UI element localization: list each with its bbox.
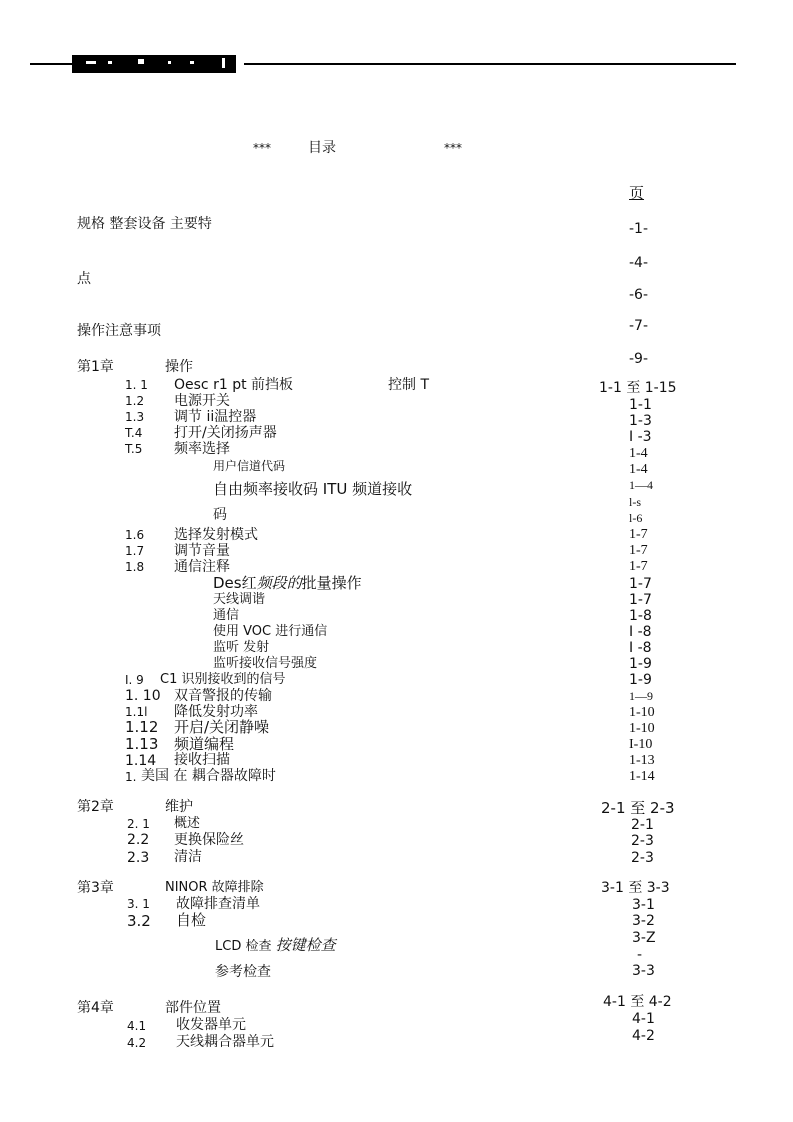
subsection-label: 自由频率接收码 ITU 频道接收: [213, 480, 413, 498]
toc-page: -9-: [629, 351, 649, 367]
chapter-number: 第2章: [77, 799, 114, 815]
toc-label: 点: [77, 271, 91, 287]
subsection-label: Des红频段的批量操作: [213, 574, 362, 592]
section-page: 4-2: [632, 1028, 655, 1044]
section-page: 1-13: [629, 753, 655, 768]
section-page: l-s: [629, 495, 641, 509]
section-number: 1.: [125, 770, 137, 784]
section-number: 1.3: [125, 410, 145, 424]
section-page: 1-9: [629, 656, 652, 672]
section-page: 3-3: [632, 963, 655, 979]
section-page: 1-9: [629, 672, 652, 688]
section-label: 更换保险丝: [174, 832, 244, 848]
header-mark: [168, 61, 171, 64]
section-number: 1.1l: [125, 705, 148, 719]
section-label: 双音警报的传输: [174, 688, 272, 704]
section-number: 4.1: [127, 1019, 147, 1033]
section-label: 通信注释: [174, 559, 230, 575]
section-number: 2.3: [127, 850, 150, 866]
section-page: 1-14: [629, 769, 655, 784]
section-number: 4.2: [127, 1036, 147, 1050]
section-label: 天线耦合器单元: [176, 1034, 274, 1050]
subsection-label: 监听接收信号强度: [213, 656, 318, 671]
header-tab: [72, 55, 236, 73]
chapter-page-range: 4-1 至 4-2: [603, 994, 672, 1010]
section-page: I -8: [629, 640, 652, 656]
section-number: 1.14: [125, 753, 157, 769]
section-page: I -8: [629, 624, 652, 640]
section-label-extra: 控制 T: [388, 377, 430, 393]
title-stars-left: ***: [253, 141, 271, 155]
subsection-label: 参考检查: [215, 964, 271, 980]
section-page: 1-7: [629, 543, 648, 558]
section-number: 2. 1: [127, 817, 150, 831]
section-number: 1.13: [125, 735, 159, 753]
section-label: 故障排查清单: [176, 896, 260, 912]
section-page: 1-8: [629, 608, 652, 624]
section-number: 2.2: [127, 832, 150, 848]
title-stars-right: ***: [444, 141, 462, 155]
chapter-number: 第4章: [77, 1000, 114, 1016]
section-label: 美国 在 耦合器故障时: [141, 768, 276, 784]
header-mark: [138, 59, 144, 64]
chapter-title: 操作: [165, 359, 193, 375]
section-page: -: [637, 947, 643, 963]
section-label: 频率选择: [174, 441, 230, 457]
chapter-number: 第1章: [77, 359, 114, 375]
subsection-label: 监听 发射: [213, 640, 270, 655]
subsection-label: 通信: [213, 608, 240, 623]
section-page: 1-1: [629, 397, 652, 413]
section-page: 1-7: [629, 527, 648, 542]
section-page: 3-1: [632, 897, 655, 913]
section-page: 1-3: [629, 413, 652, 429]
section-number: T.5: [125, 442, 143, 456]
section-number: T.4: [125, 426, 143, 440]
toc-page: -6-: [629, 287, 649, 303]
section-page: 1-7: [629, 592, 652, 608]
section-page: 1-7: [629, 576, 652, 592]
section-page: 1—4: [629, 478, 653, 492]
section-label: 调节 ii温控器: [174, 409, 257, 425]
section-number: 3.2: [127, 912, 151, 930]
subsection-label: LCD 检查 按键检查: [215, 936, 336, 954]
section-number: 1. 10: [125, 688, 161, 704]
section-label: 频道编程: [174, 735, 235, 753]
subsection-label: 使用 VOC 进行通信: [213, 624, 328, 639]
section-page: I-10: [629, 737, 653, 752]
chapter-title: 部件位置: [165, 1000, 221, 1016]
section-page: 1-10: [629, 721, 655, 736]
chapter-title: NINOR 故障排除: [165, 880, 264, 895]
section-number: 1. 1: [125, 378, 148, 392]
chapter-page-range: 1-1 至 1-15: [599, 380, 677, 396]
section-page: 3-Z: [632, 930, 656, 946]
section-page: 2-3: [631, 850, 654, 866]
header-mark: [86, 61, 96, 64]
section-page: 2-3: [631, 833, 654, 849]
section-page: 1-4: [629, 446, 648, 461]
section-page: I -3: [629, 429, 652, 445]
section-label: 降低发射功率: [174, 704, 258, 720]
header-rule-left: [30, 63, 72, 65]
section-label: 调节音量: [174, 543, 230, 559]
chapter-number: 第3章: [77, 880, 114, 896]
header-mark: [108, 61, 112, 64]
header-mark: [190, 61, 194, 64]
section-label: 清洁: [174, 849, 202, 865]
toc-page: -4-: [629, 255, 649, 271]
header-rule-right: [244, 63, 736, 65]
chapter-page-range: 2-1 至 2-3: [601, 799, 675, 817]
section-label: 自检: [176, 911, 207, 929]
section-number: 1.6: [125, 528, 145, 542]
section-number: 1.7: [125, 544, 145, 558]
section-label: 电源开关: [174, 393, 230, 409]
section-page: 2-1: [631, 817, 654, 833]
chapter-page-range: 3-1 至 3-3: [601, 880, 670, 896]
chapter-title: 维护: [165, 799, 193, 815]
section-page: 1—9: [629, 689, 653, 703]
section-page: 4-1: [632, 1011, 655, 1027]
subsection-label: 用户信道代码: [213, 459, 286, 473]
page-title: 目录: [308, 140, 336, 156]
toc-page: -1-: [629, 221, 649, 237]
section-page: l-6: [629, 511, 643, 525]
section-label: 选择发射模式: [174, 527, 258, 543]
toc-label: 操作注意事项: [77, 323, 161, 339]
section-page: 1-4: [629, 462, 648, 477]
section-page: 1-10: [629, 705, 655, 720]
section-label: 接收扫描: [174, 752, 230, 768]
toc-label: 规格 整套设备 主要特: [77, 216, 212, 232]
subsection-label: 天线调谐: [213, 592, 266, 607]
section-number: 3. 1: [127, 897, 150, 911]
toc-page: -7-: [629, 318, 649, 334]
subsection-label: 码: [213, 507, 227, 523]
section-label: Oesc r1 pt 前挡板: [174, 377, 294, 393]
section-number: I. 9: [125, 673, 144, 687]
header-mark: [222, 58, 225, 68]
section-label: C1 识别接收到的信号: [160, 672, 286, 687]
section-label: 收发器单元: [176, 1017, 246, 1033]
section-label: 开启/关闭静噪: [174, 718, 270, 736]
section-number: 1.12: [125, 718, 159, 736]
section-page: 1-7: [629, 559, 648, 574]
section-page: 3-2: [632, 913, 655, 929]
page-column-heading: 页: [629, 184, 645, 202]
section-label: 概述: [174, 816, 201, 831]
section-number: 1.2: [125, 394, 145, 408]
section-number: 1.8: [125, 560, 145, 574]
section-label: 打开/关闭扬声器: [174, 425, 277, 441]
